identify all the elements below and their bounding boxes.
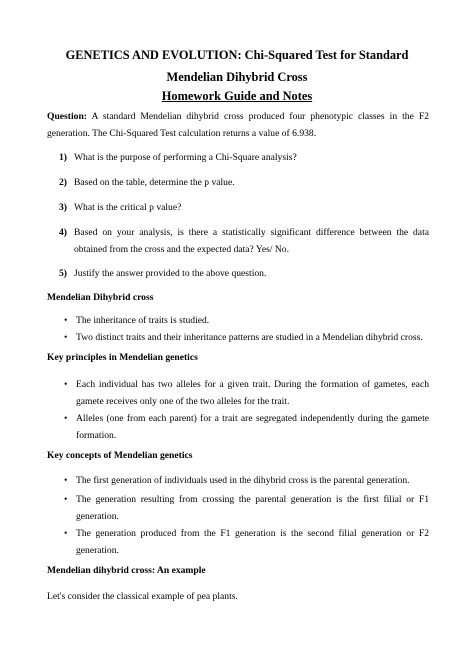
question-item-text: Based on your analysis, is there a statistically significant difference between the data obtained from the cross and the expected data? Yes/ No.: [74, 227, 429, 255]
question-paragraph: [47, 108, 429, 142]
bullet-text: Two distinct traits and their inheritance patterns are studied in a Mendelian dihybrid cross.: [76, 332, 423, 343]
question-number: 3): [59, 202, 67, 213]
question-item-text: Justify the answer provided to the above question.: [74, 268, 267, 279]
page-title: GENETICS AND EVOLUTION: Chi-Squared Test for Standard Mendelian Dihybrid Cross: [65, 48, 409, 84]
bullet-glyph: •: [64, 475, 68, 486]
question-label: Question:: [47, 111, 87, 122]
bullet-text: The generation resulting from crossing the parental generation is the first filial or F1 generation.: [76, 494, 429, 522]
question-number: 5): [59, 268, 67, 279]
bullet-glyph: •: [64, 528, 68, 539]
section-heading: Key concepts of Mendelian genetics: [47, 450, 193, 461]
section-heading: Mendelian dihybrid cross: An example: [47, 565, 206, 576]
question-item-text: What is the critical p value?: [74, 202, 182, 213]
bullet-glyph: •: [64, 379, 68, 390]
question-number: 4): [59, 227, 67, 238]
question-text: A standard Mendelian dihybrid cross produced four phenotypic classes in the F2 generation. The Chi-Squared Test calculation returns a value of 6.938.: [47, 111, 429, 139]
question-number: 1): [59, 152, 67, 163]
bullet-text: Each individual has two alleles for a given trait. During the formation of gametes, each gamete receives only one of the two alleles for the trait.: [76, 379, 429, 407]
page-subtitle: Homework Guide and Notes: [161, 89, 313, 103]
bullet-glyph: •: [64, 494, 68, 505]
section-heading: Key principles in Mendelian genetics: [47, 352, 198, 363]
bullet-glyph: •: [64, 315, 68, 326]
bullet-text: The generation produced from the F1 generation is the second filial generation or F2 generation.: [76, 528, 429, 556]
bullet-glyph: •: [64, 413, 68, 424]
bullet-glyph: •: [64, 332, 68, 343]
closing-paragraph: Let's consider the classical example of pea plants.: [47, 591, 238, 602]
question-item-text: Based on the table, determine the p value.: [74, 177, 235, 188]
question-item-text: What is the purpose of performing a Chi-Square analysis?: [74, 152, 297, 163]
section-heading: Mendelian Dihybrid cross: [47, 292, 154, 303]
question-number: 2): [59, 177, 67, 188]
bullet-text: The inheritance of traits is studied.: [76, 315, 210, 326]
bullet-text: The first generation of individuals used in the dihybrid cross is the parental generation.: [76, 475, 410, 486]
bullet-text: Alleles (one from each parent) for a trait are segregated independently during the gamete formation.: [76, 413, 429, 441]
